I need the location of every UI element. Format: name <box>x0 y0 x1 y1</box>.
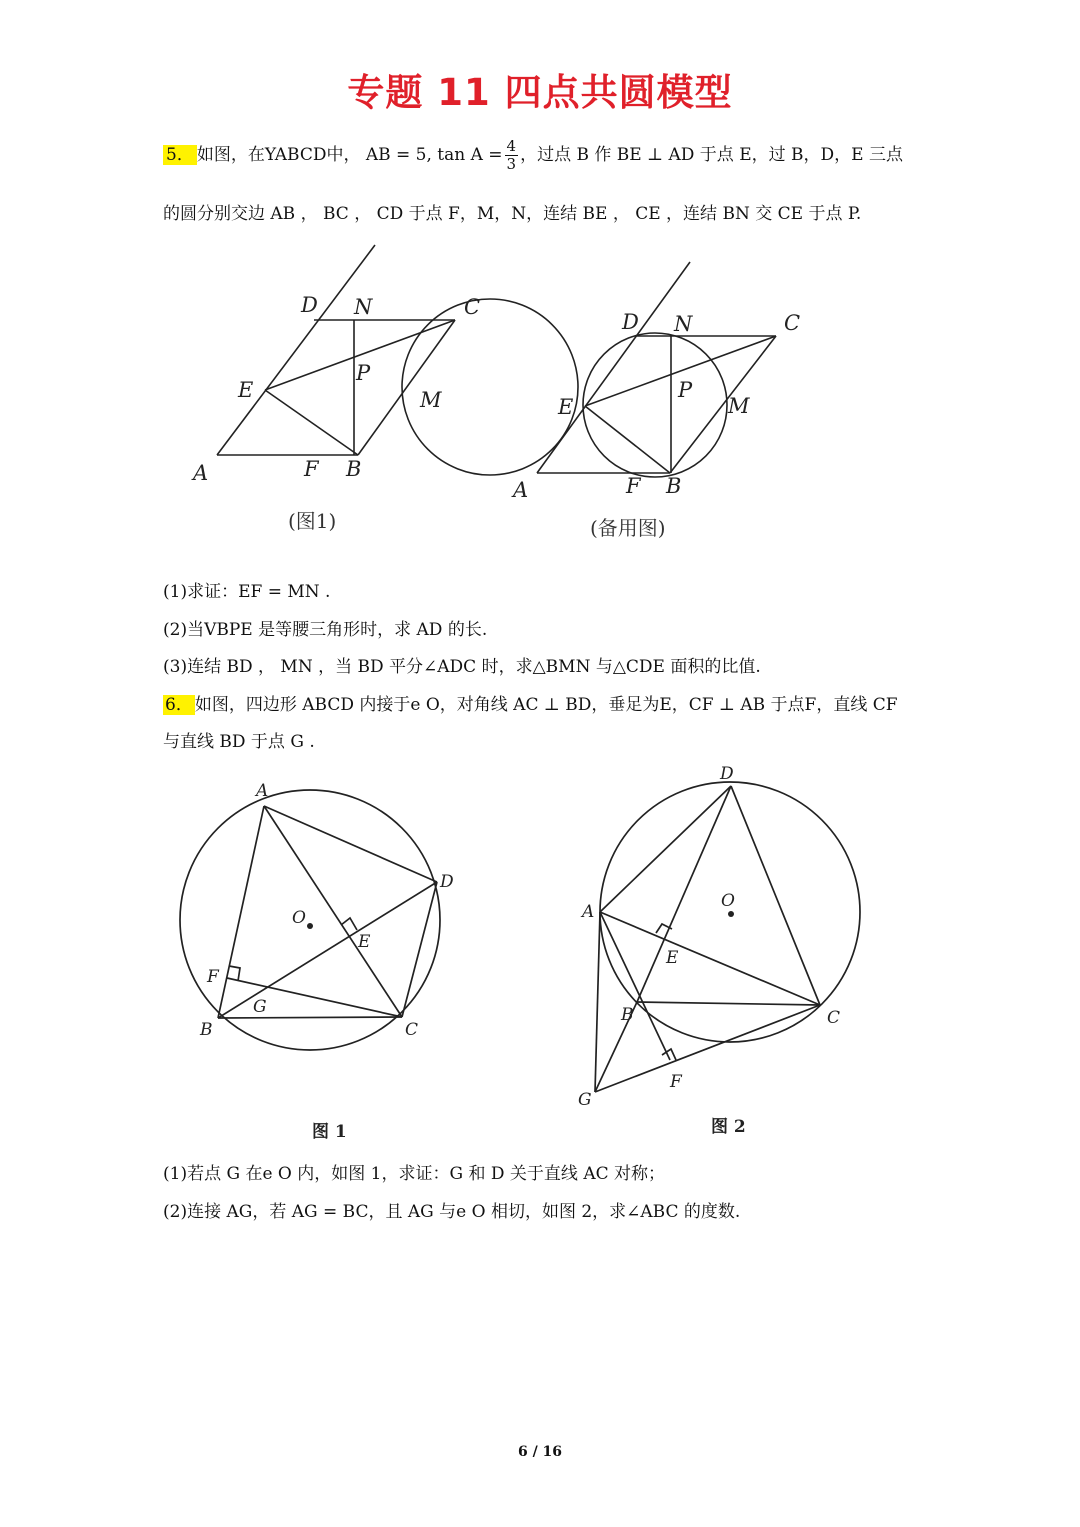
fig5-line-be <box>265 390 358 455</box>
q5-line1-a: 如图，在YABCD中， AB = 5, tan A = <box>196 145 503 165</box>
fig6-2-label-g: G <box>578 1090 592 1110</box>
fig6-diagram-1 <box>180 790 440 1050</box>
q6-line2: 与直线 BD 于点 G . <box>163 732 315 752</box>
fig5-line2-bc <box>670 336 776 473</box>
fig5-label-p: P <box>356 361 371 385</box>
fig6-caption-1: 图 1 <box>312 1122 347 1142</box>
q5-line1-b: ，过点 B 作 BE ⊥ AD 于点 E，过 B，D，E 三点 <box>520 145 903 165</box>
fig6-1-label-a: A <box>256 781 269 801</box>
fig5-diagram-1 <box>217 245 578 475</box>
q5-frac-num: 4 <box>506 137 517 155</box>
fig5-line-ad <box>217 245 375 455</box>
fig5-2-label-a: A <box>513 478 529 502</box>
fig6-1-label-o: O <box>292 908 306 928</box>
fig6-line-dc <box>402 882 437 1017</box>
q5-number: 5． <box>163 145 197 165</box>
fig6-line2-bd <box>637 786 731 1002</box>
fig5-line2-ad <box>537 262 690 473</box>
fig5-circle-2 <box>583 333 727 477</box>
fig5-2-label-b: B <box>666 474 682 498</box>
fig6-center-2 <box>728 911 734 917</box>
fig6-line2-bc <box>637 1002 820 1005</box>
fig6-2-label-b: B <box>621 1005 634 1025</box>
page-footer: 6 / 16 <box>517 1444 563 1460</box>
fig6-center-1 <box>307 923 313 929</box>
fig5-2-label-c: C <box>784 311 801 335</box>
fig5-2-label-f: F <box>626 474 641 498</box>
fig5-2-label-e: E <box>558 395 574 419</box>
q5-sub3: (3)连结 BD ， MN ，当 BD 平分∠ADC 时，求△BMN 与△CDE 面积的比值. <box>163 657 761 677</box>
fig6-2-label-a: A <box>582 902 595 922</box>
fig6-line-ab <box>218 806 264 1018</box>
fig6-line-bc <box>218 1017 402 1018</box>
q6-number: 6． <box>165 695 193 715</box>
fig5-2-label-d: D <box>622 310 639 334</box>
fig6-2-label-c: C <box>827 1008 841 1028</box>
figure-q6 <box>170 760 890 1145</box>
fig6-1-label-e: E <box>358 932 371 952</box>
fig6-2-label-e: E <box>666 948 679 968</box>
fig6-line2-ad <box>600 786 731 912</box>
fig5-diagram-2 <box>537 262 776 477</box>
q5-frac-den: 3 <box>506 155 517 173</box>
fig6-1-label-c: C <box>405 1020 419 1040</box>
fig6-line2-ab <box>600 912 670 1060</box>
q5-sub1: (1)求证：EF = MN . <box>163 582 331 602</box>
q5-fraction <box>505 138 519 173</box>
fig6-1-label-b: B <box>200 1020 213 1040</box>
fig5-2-label-m: M <box>728 394 750 418</box>
q6-sub1: (1)若点 G 在e O 内，如图 1，求证：G 和 D 关于直线 AC 对称； <box>163 1164 666 1184</box>
fig5-label-a: A <box>193 461 209 485</box>
fig5-line2-be <box>585 406 670 473</box>
fig5-2-label-p: P <box>678 378 693 402</box>
fig5-caption-1: (图1) <box>288 509 337 533</box>
fig6-line-ad <box>264 806 437 882</box>
page-title: 专题 11 四点共圆模型 <box>347 71 733 114</box>
fig5-label-b: B <box>346 457 362 481</box>
q5-sub2: (2)当VBPE 是等腰三角形时，求 AD 的长. <box>163 620 488 640</box>
fig6-line-ac <box>264 806 402 1017</box>
q5-line1 <box>163 138 903 173</box>
fig6-2-label-f: F <box>670 1072 682 1092</box>
fig6-2-label-d: D <box>720 764 734 784</box>
fig5-label-f: F <box>304 457 319 481</box>
fig5-label-c: C <box>464 295 481 319</box>
fig5-caption-2: (备用图) <box>590 516 666 540</box>
fig5-circle-1 <box>402 299 578 475</box>
fig6-2-label-o: O <box>721 891 735 911</box>
fig6-1-label-f: F <box>207 967 219 987</box>
fig5-label-e: E <box>238 378 254 402</box>
q6-line1 <box>163 690 898 715</box>
fig6-1-label-g: G <box>253 997 267 1017</box>
fig5-label-n: N <box>354 295 373 319</box>
fig5-label-m: M <box>420 388 442 412</box>
fig5-2-label-n: N <box>674 312 693 336</box>
q5-line2: 的圆分别交边 AB ， BC ， CD 于点 F，M，N，连结 BE ， CE ，连结 BN 交 CE 于点 P. <box>163 204 862 224</box>
fig5-label-d: D <box>301 293 318 317</box>
fig6-1-label-d: D <box>440 872 454 892</box>
fig6-line2-ag <box>595 912 600 1092</box>
figure-q5 <box>180 240 900 550</box>
fig6-caption-2: 图 2 <box>711 1117 746 1137</box>
q6-line1-text: 如图，四边形 ABCD 内接于e O，对角线 AC ⊥ BD，垂足为E，CF ⊥ AB 于点F，直线 CF <box>194 695 898 715</box>
q6-sub2: (2)连接 AG，若 AG = BC，且 AG 与e O 相切，如图 2，求∠ABC 的度数. <box>163 1202 741 1222</box>
fig6-diagram-2 <box>595 782 860 1092</box>
